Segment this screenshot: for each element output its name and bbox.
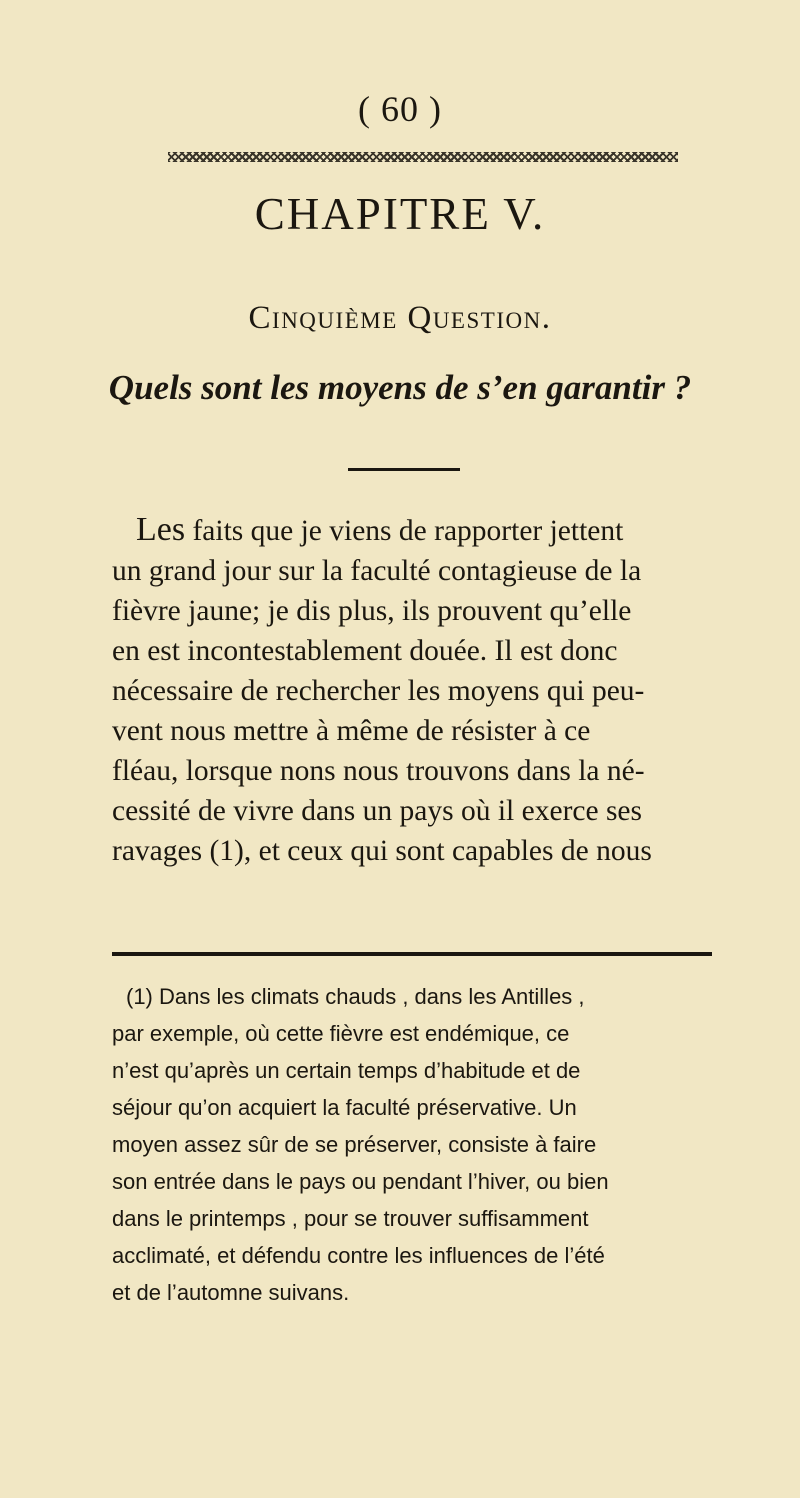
body-line: un grand jour sur la faculté contagieuse de la xyxy=(112,555,642,587)
body-line: vent nous mettre à même de résister à ce xyxy=(112,715,591,747)
body-line: fléau, lorsque nons nous trouvons dans la né- xyxy=(112,755,645,787)
dropcap: Les xyxy=(136,511,186,548)
question-title: Cinquième Question. xyxy=(248,300,552,336)
footnote xyxy=(112,978,712,1311)
body-line-text: faits que je viens de rapporter jettent xyxy=(185,515,624,547)
page-number: ( 60 ) xyxy=(358,89,442,129)
section-divider xyxy=(348,468,460,471)
body-line xyxy=(112,510,712,551)
body-line: nécessaire de rechercher les moyens qui peu- xyxy=(112,675,645,707)
body-line: cessité de vivre dans un pays où il exerce ses xyxy=(112,795,643,827)
footnote-line: (1) Dans les climats chauds , dans les Antilles , xyxy=(126,984,585,1009)
footnote-line: dans le printemps , pour se trouver suffisamment xyxy=(112,1206,589,1231)
footnote-line: séjour qu’on acquiert la faculté préservative. Un xyxy=(112,1095,577,1120)
chapter-subtitle: Quels sont les moyens de s’en garantir ? xyxy=(108,368,692,407)
body-line: ravages (1), et ceux qui sont capables de nous xyxy=(112,835,652,867)
footnote-divider xyxy=(112,952,712,956)
body-line: en est incontestablement douée. Il est donc xyxy=(112,635,618,667)
chapter-title: CHAPITRE V. xyxy=(254,189,546,239)
footnote-line: n’est qu’après un certain temps d’habitude et de xyxy=(112,1058,581,1083)
footnote-line: moyen assez sûr de se préserver, consiste à faire xyxy=(112,1132,597,1157)
footnote-line: par exemple, où cette fièvre est endémique, ce xyxy=(112,1021,570,1046)
body-line-content xyxy=(136,510,623,551)
footnote-line: acclimaté, et défendu contre les influences de l’été xyxy=(112,1243,605,1268)
footnote-line: son entrée dans le pays ou pendant l’hiver, ou bien xyxy=(112,1169,609,1194)
body-paragraph xyxy=(112,510,712,871)
decorative-border xyxy=(168,152,678,162)
footnote-line: et de l’automne suivans. xyxy=(112,1280,350,1305)
body-line: fièvre jaune; je dis plus, ils prouvent qu’elle xyxy=(112,595,632,627)
